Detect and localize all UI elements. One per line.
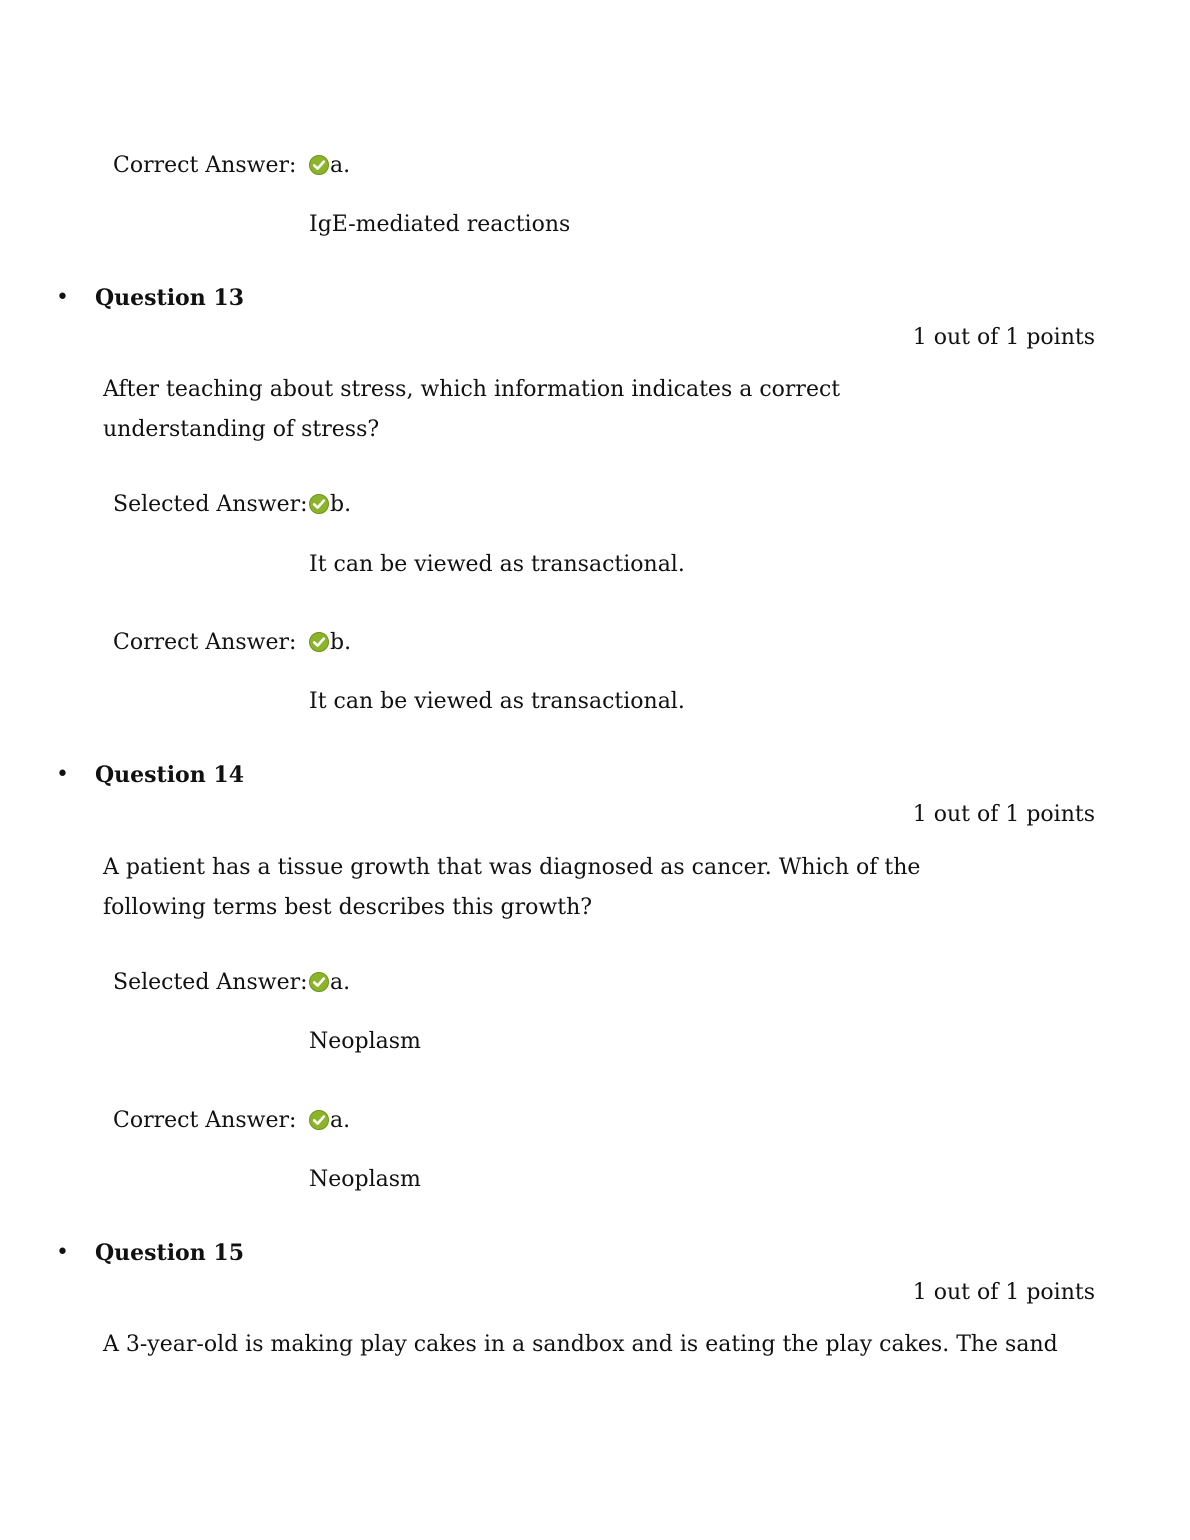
question-text: After teaching about stress, which information indicates a correct understanding of stress? bbox=[103, 377, 841, 442]
bullet: • bbox=[56, 762, 69, 787]
correct-answer-text: IgE-mediated reactions bbox=[309, 212, 571, 237]
bullet: • bbox=[56, 1240, 69, 1265]
correct-answer-text: Neoplasm bbox=[309, 1167, 421, 1192]
question-text: A patient has a tissue growth that was diagnosed as cancer. Which of the following terms best describes this growth? bbox=[103, 855, 921, 920]
correct-answer-label: Correct Answer: bbox=[113, 153, 297, 178]
question-title: Question 14 bbox=[95, 762, 245, 788]
selected-answer-text: It can be viewed as transactional. bbox=[309, 552, 685, 577]
question-title: Question 15 bbox=[95, 1240, 245, 1266]
selected-answer-label: Selected Answer: bbox=[113, 970, 308, 995]
correct-answer-label: Correct Answer: bbox=[113, 1108, 297, 1133]
correct-answer-letter: a. bbox=[330, 1108, 351, 1133]
selected-answer-letter: a. bbox=[330, 970, 351, 995]
selected-answer-text: Neoplasm bbox=[309, 1029, 421, 1054]
selected-answer-letter: b. bbox=[330, 492, 352, 517]
question-title: Question 13 bbox=[95, 285, 245, 311]
check-circle-icon bbox=[309, 155, 329, 175]
check-circle-icon bbox=[309, 972, 329, 992]
check-circle-icon bbox=[309, 494, 329, 514]
question-points: 1 out of 1 points bbox=[912, 325, 1095, 350]
question-points: 1 out of 1 points bbox=[912, 802, 1095, 827]
question-text: A 3-year-old is making play cakes in a sandbox and is eating the play cakes. The sand bbox=[103, 1332, 1058, 1357]
check-circle-icon bbox=[309, 1110, 329, 1130]
selected-answer-label: Selected Answer: bbox=[113, 492, 308, 517]
correct-answer-letter: a. bbox=[330, 153, 351, 178]
bullet: • bbox=[56, 285, 69, 310]
question-points: 1 out of 1 points bbox=[912, 1280, 1095, 1305]
correct-answer-text: It can be viewed as transactional. bbox=[309, 689, 685, 714]
correct-answer-label: Correct Answer: bbox=[113, 630, 297, 655]
correct-answer-letter: b. bbox=[330, 630, 352, 655]
check-circle-icon bbox=[309, 632, 329, 652]
